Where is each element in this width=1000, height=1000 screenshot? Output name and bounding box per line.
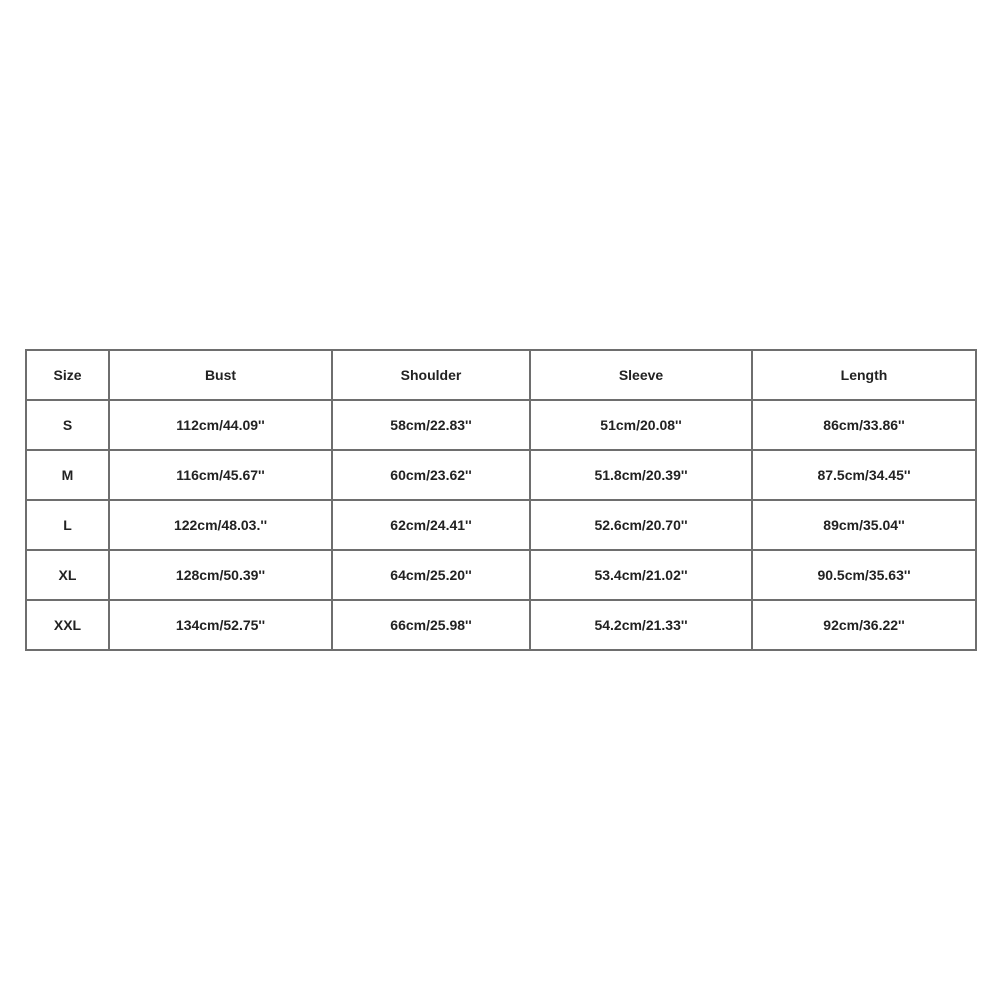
cell-bust: 122cm/48.03.'' [109,500,332,550]
cell-length: 87.5cm/34.45'' [752,450,976,500]
cell-shoulder: 60cm/23.62'' [332,450,530,500]
cell-length: 90.5cm/35.63'' [752,550,976,600]
cell-shoulder: 58cm/22.83'' [332,400,530,450]
table-row [26,600,976,650]
table-row [26,550,976,600]
table-row [26,450,976,500]
size-chart-table [25,349,977,651]
cell-sleeve: 51.8cm/20.39'' [530,450,752,500]
header-shoulder: Shoulder [332,350,530,400]
cell-bust: 112cm/44.09'' [109,400,332,450]
header-length: Length [752,350,976,400]
cell-shoulder: 64cm/25.20'' [332,550,530,600]
cell-sleeve: 52.6cm/20.70'' [530,500,752,550]
table-row [26,400,976,450]
header-sleeve: Sleeve [530,350,752,400]
table-header-row [26,350,976,400]
cell-size: XXL [26,600,109,650]
cell-size: XL [26,550,109,600]
cell-sleeve: 53.4cm/21.02'' [530,550,752,600]
cell-shoulder: 66cm/25.98'' [332,600,530,650]
cell-length: 86cm/33.86'' [752,400,976,450]
cell-length: 89cm/35.04'' [752,500,976,550]
table-row [26,500,976,550]
cell-shoulder: 62cm/24.41'' [332,500,530,550]
cell-size: L [26,500,109,550]
cell-length: 92cm/36.22'' [752,600,976,650]
cell-size: M [26,450,109,500]
header-size: Size [26,350,109,400]
cell-size: S [26,400,109,450]
cell-sleeve: 51cm/20.08'' [530,400,752,450]
header-bust: Bust [109,350,332,400]
cell-bust: 128cm/50.39'' [109,550,332,600]
cell-bust: 134cm/52.75'' [109,600,332,650]
cell-bust: 116cm/45.67'' [109,450,332,500]
cell-sleeve: 54.2cm/21.33'' [530,600,752,650]
